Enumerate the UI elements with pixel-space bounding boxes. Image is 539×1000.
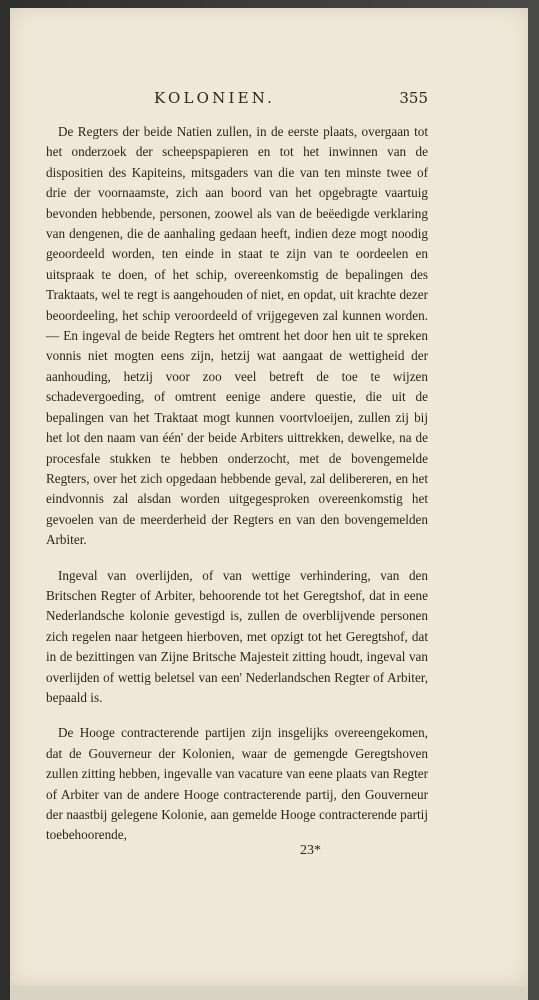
paragraph: De Hooge contracterende partijen zijn insgelijks overeengekomen, dat de Gouverneur der Kolonien, waar de gemengde Geregtshoven zullen zitting hebben, ingevalle van vacature van eene plaats van Regter of Arbiter van de andere Hooge contracterende partij, den Gouverneur der naastbij gelegene Kolonie, aan gemelde Hooge contracterende partij toebehoorende,	[46, 725, 428, 843]
body-text	[46, 122, 428, 846]
signature-mark: 23*	[300, 843, 321, 858]
running-title: KOLONIEN.	[154, 89, 276, 107]
paragraph: Ingeval van overlijden, of van wettige verhindering, van den Britschen Regter of Arbiter, behoorende tot het Geregtshof, dat in eene Nederlandsche kolonie gevestigd is, zullen de overblijvende personen zich regelen naar hetgeen hierboven, met opzigt tot het Geregtshof, dat in de bezittingen van Zijne Britsche Majesteit zitting houdt, ingeval van overlijden of wettig beletsel van een' Nederlandschen Regter of Arbiter, bepaald is.	[46, 567, 428, 705]
page-number: 355	[399, 89, 428, 107]
paragraph: De Regters der beide Natien zullen, in de eerste plaats, overgaan tot het onderzoek der scheepspapieren en tot het inwinnen van de dispositien des Kapiteins, mitsgaders van die van ten minste twee of drie der voornaamste, zich aan boord van het opgebragte vaartuig bevonden hebbende, personen, zoowel als van de beëedigde verklaring van dengenen, die de aanhaling gedaan heeft, indien deze mogt noodig geoordeeld worden, ten einde in staat te zijn van te oordeelen en uitspraak te doen, of het schip, overeenkomstig de bepalingen des Traktaats, wel te regt is aangehouden of niet, en opdat, uit krachte dezer beoordeeling, het schip veroordeeld of vrijgegeven zal kunnen worden. — En ingeval de beide Regters het omtrent het door hen uit te spreken vonnis niet mogten eens zijn, hetzij wat aangaat de wettigheid der aanhouding, hetzij voor zoo veel betreft de toe te wijzen schadevergoeding, of omtrent eenige andere questie, die uit de bepalingen van het Traktaat mogt kunnen voortvloeijen, zullen zij bij het lot den naam van één' der beide Arbiters uittrekken, dewelke, na de procesfale stukken te hebben onderzocht, met de bovengemelde Regters, over het zich opgedaan hebbende geval, zal delibereren, en het eindvonnis zal alsdan worden uitgegesproken overeenkomstig het gevoelen van de meerderheid der Regters en van den bovengemelden Arbiter.	[46, 124, 428, 548]
page-edge	[10, 986, 528, 1000]
running-header	[154, 89, 428, 113]
